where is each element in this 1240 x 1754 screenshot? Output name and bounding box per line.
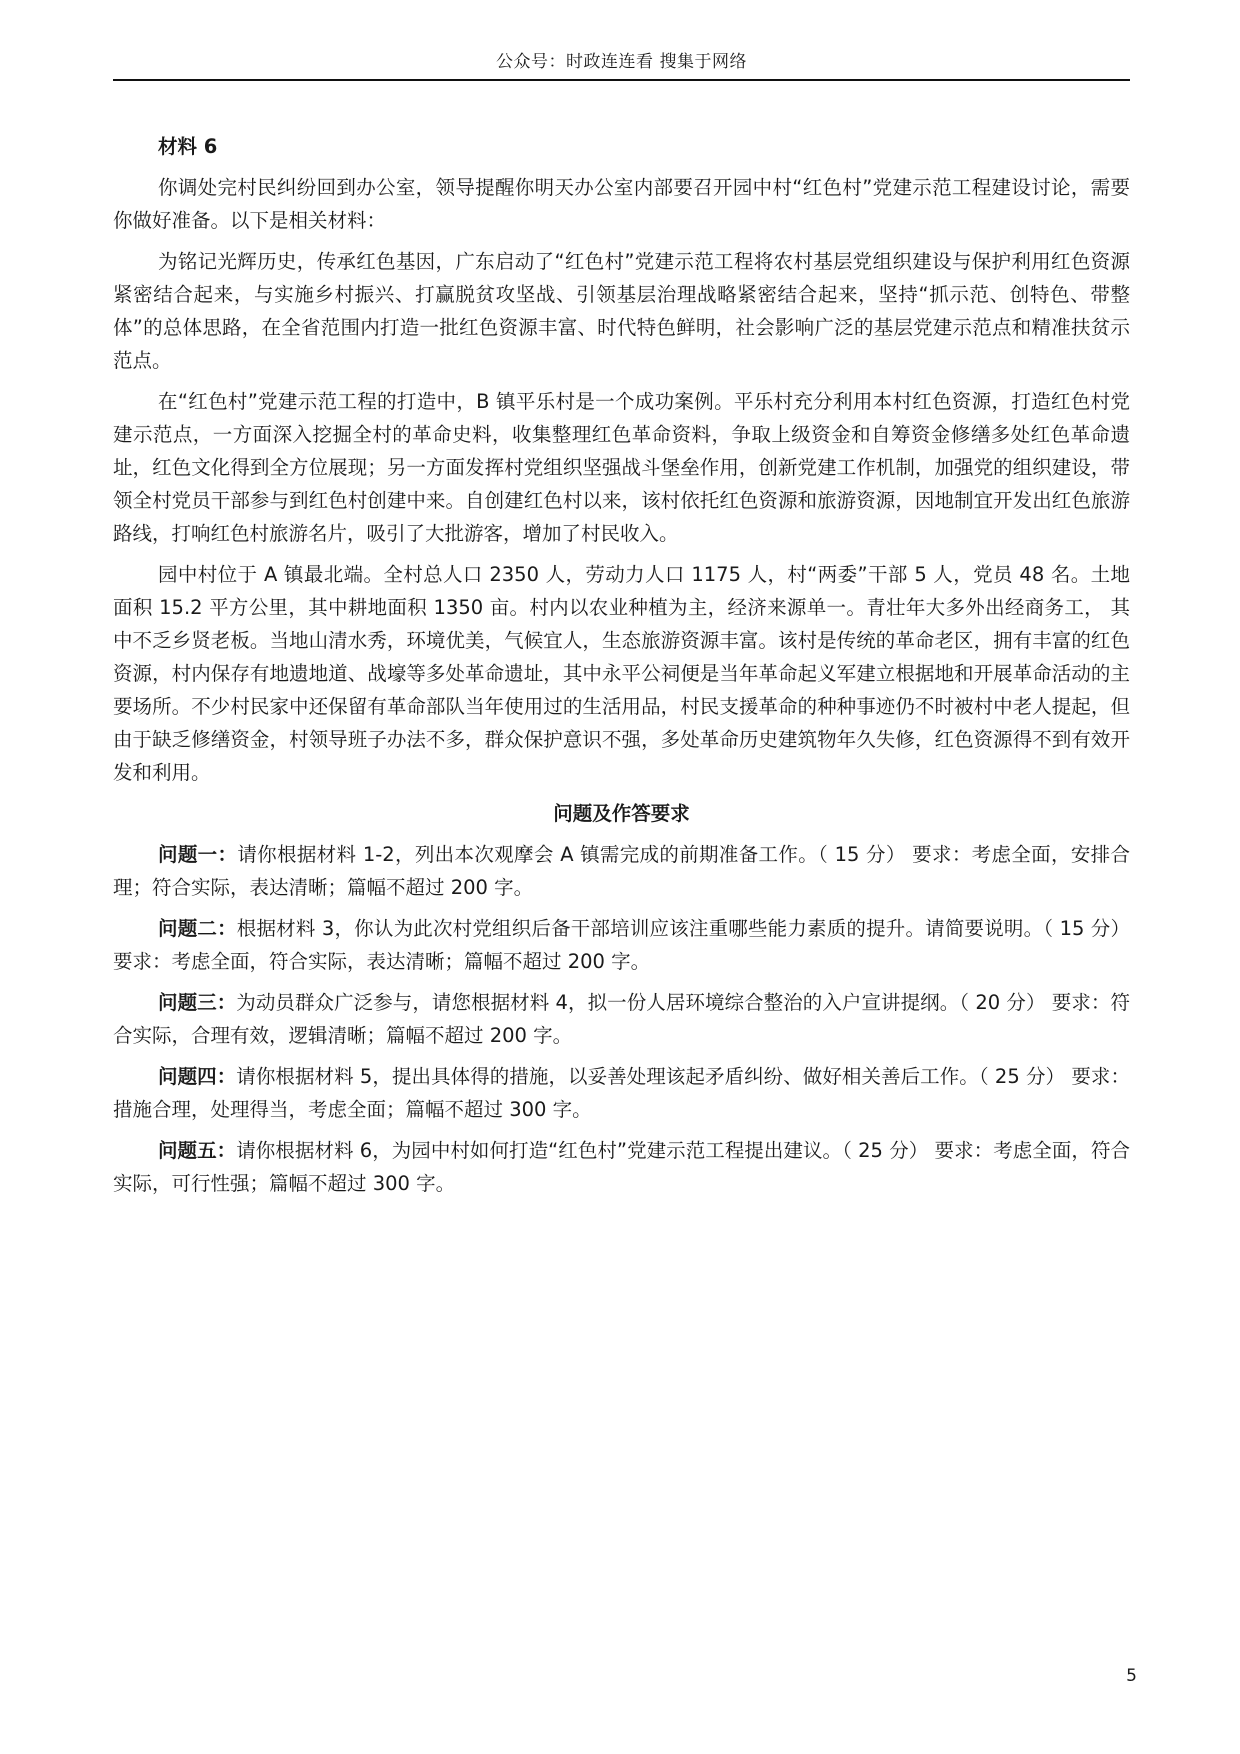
question-label: 问题一： <box>158 843 238 866</box>
header-divider <box>113 79 1130 81</box>
page-number: 5 <box>1126 1666 1137 1686</box>
material-paragraph: 为铭记光辉历史，传承红色基因，广东启动了“红色村”党建示范工程将农村基层党组织建设与保护利用红色资源紧密结合起来，与实施乡村振兴、打赢脱贫攻坚战、引领基层治理战略紧密结合起来，坚持“抓示范、创特色、带整体”的总体思路，在全省范围内打造一批红色资源丰富、时代特色鲜明，社会影响广泛的基层党建示范点和精准扶贫示范点。 <box>113 250 1130 372</box>
page-header: 公众号：时政连连看 搜集于网络 <box>496 52 747 72</box>
question-text: 请你根据材料 1-2，列出本次观摩会 A 镇需完成的前期准备工作。（ 15 分） 要求：考虑全面，安排合理；符合实际，表达清晰；篇幅不超过 200 字。 <box>113 843 1130 899</box>
question-label: 问题二： <box>158 917 237 940</box>
question-label: 问题三： <box>158 991 237 1014</box>
questions-section-title: 问题及作答要求 <box>553 802 690 825</box>
material-label: 材料 6 <box>158 135 218 158</box>
question-3 <box>113 986 1130 1052</box>
question-text: 为动员群众广泛参与，请您根据材料 4，拟一份人居环境综合整治的入户宣讲提纲。（ 20 分） 要求：符合实际，合理有效，逻辑清晰；篇幅不超过 200 字。 <box>113 991 1130 1047</box>
material-paragraph: 园中村位于 A 镇最北端。全村总人口 2350 人，劳动力人口 1175 人，村“两委”干部 5 人，党员 48 名。土地面积 15.2 平方公里，其中耕地面积 1350 亩。村内以农业种植为主，经济来源单一。青壮年大多外出经商务工， 其中不乏乡贤老板。当地山清水秀，环境优美，气候宜人，生态旅游资源丰富。该村是传统的革命老区，拥有丰富的红色资源，村内保存有地遗地道、战壕等多处革命遗址，其中永平公祠便是当年革命起义军建立根据地和开展革命活动的主要场所。不少村民家中还保留有革命部队当年使用过的生活用品，村民支援革命的种种事迹仍不时被村中老人提起，但由于缺乏修缮资金，村领导班子办法不多，群众保护意识不强，多处革命历史建筑物年久失修，红色资源得不到有效开发和利用。 <box>113 563 1130 784</box>
question-label: 问题四： <box>158 1065 237 1088</box>
question-text: 请你根据材料 5，提出具体得的措施，以妥善处理该起矛盾纠纷、做好相关善后工作。（ 25 分） 要求：措施合理，处理得当，考虑全面；篇幅不超过 300 字。 <box>113 1065 1130 1121</box>
material-paragraph: 在“红色村”党建示范工程的打造中，B 镇平乐村是一个成功案例。平乐村充分利用本村红色资源，打造红色村党建示范点，一方面深入挖掘全村的革命史料，收集整理红色革命资料，争取上级资金和自筹资金修缮多处红色革命遗址，红色文化得到全方位展现；另一方面发挥村党组织坚强战斗堡垒作用，创新党建工作机制，加强党的组织建设，带领全村党员干部参与到红色村创建中来。自创建红色村以来，该村依托红色资源和旅游资源，因地制宜开发出红色旅游路线，打响红色村旅游名片，吸引了大批游客，增加了村民收入。 <box>113 390 1130 545</box>
question-2 <box>113 912 1130 978</box>
material-paragraph: 你调处完村民纠纷回到办公室，领导提醒你明天办公室内部要召开园中村“红色村”党建示范工程建设讨论，需要你做好准备。以下是相关材料： <box>113 176 1130 232</box>
question-1 <box>113 838 1130 904</box>
question-text: 根据材料 3，你认为此次村党组织后备干部培训应该注重哪些能力素质的提升。请简要说明。（ 15 分） 要求：考虑全面，符合实际，表达清晰；篇幅不超过 200 字。 <box>113 917 1130 973</box>
document-body <box>113 130 1130 1208</box>
question-4 <box>113 1060 1130 1126</box>
question-5 <box>113 1134 1130 1200</box>
question-text: 请你根据材料 6，为园中村如何打造“红色村”党建示范工程提出建议。（ 25 分） 要求：考虑全面，符合实际，可行性强；篇幅不超过 300 字。 <box>113 1139 1130 1195</box>
question-label: 问题五： <box>158 1139 237 1162</box>
